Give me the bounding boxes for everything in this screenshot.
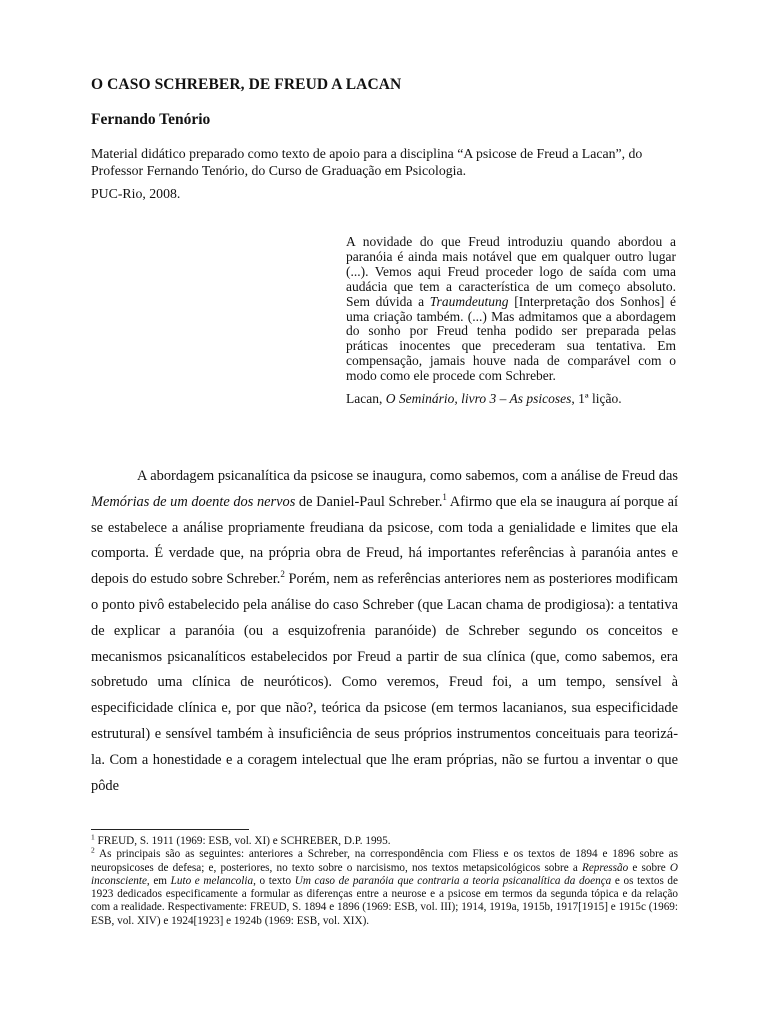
paragraph-text: Porém, nem as referências anteriores nem as posteriores modificam o ponto pivô estabelecido pela análise do caso Schreber (que Lacan chama de prodigiosa): a tentativa de explicar a paranóia (ou a esquizofrenia paranóide) de Schreber segundo os conceitos e mecanismos psicanalíticos estabelecidos por Freud a partir de sua clínica (que, como sabemos, era sobretudo uma clínica de neuróticos). Como veremos, Freud foi, a um tempo, sensível à especificidade clínica e, por que não?, teórica da psicose (em termos lacanianos, sua especificidade estrutural) e sensível também à insuficiência de seus próprios instrumentos conceituais para teorizá-la. Com a honestidade e a coragem intelectual que lhe eram próprias, não se furtou a inventar o que pôde	[91, 571, 678, 794]
body-paragraph	[91, 464, 678, 799]
footnote-ref-1[interactable]: 1	[442, 492, 447, 502]
epigraph-text-cont: [Interpretação dos Sonhos] é uma criação também. (...) Mas admitamos que a abordagem do sonho por Freud tenha podido ser preparada pelas práticas inocentes que precederam sua tentativa. Em compensação, jamais houve nada de comparável com o modo como ele procede com Schreber.	[346, 293, 676, 384]
paragraph-text: de Daniel-Paul Schreber.	[295, 493, 443, 510]
footnote-divider	[91, 829, 249, 830]
citation-work: O Seminário, livro 3 – As psicoses	[385, 391, 572, 407]
epigraph-quote	[346, 235, 676, 384]
document-meta	[91, 145, 691, 208]
paragraph-text: Afirmo que ela se inaugura aí porque aí se estabelece a análise propriamente freudiana da psicose, com toda a genialidade e limites que ela comporta. É verdade que, na própria obra de Freud, há importantes referências à paranóia antes e depois do estudo sobre Schreber.	[91, 493, 679, 588]
footnote-text: FREUD, S. 1911 (1969: ESB, vol. XI) e SCHREBER, D.P. 1995.	[94, 835, 391, 847]
footnote-text: e sobre	[628, 861, 670, 874]
footnotes	[91, 832, 678, 928]
book-title: Memórias de um doente dos nervos	[91, 493, 296, 510]
epigraph-italic-title: Traumdeutung	[429, 293, 509, 309]
footnote-text: As principais são as seguintes: anteriores a Schreber, na correspondência com Fliess e os textos de 1894 e 1896 sobre as neuropsicoses de defesa; e, posteriores, no texto sobre o narcisismo, nos textos metapsicológicos sobre a	[91, 848, 678, 874]
footnote-text: e os textos de 1923 dedicados especificamente a formular as diferenças entre a neurose e a psicose em termos da segunda tópica e da relação com a realidade. Respectivamente: FREUD, S. 1894 e 1896 (1969: ESB, vol. III); 1914, 1919a, 1915b, 1917[1915] e 1915c (1969: ESB, vol. XIV) e 1924[1923] e 1924b (1969: ESB, vol. XIX).	[91, 874, 678, 927]
course-description: Material didático preparado como texto de apoio para a disciplina “A psicose de Freud a Lacan”, do Professor Fernando Tenório, do Curso de Graduação em Psicologia.	[91, 146, 643, 178]
footnote-2	[91, 845, 678, 928]
footnote-marker: 1	[91, 832, 95, 842]
citation-lesson: , 1ª lição.	[571, 391, 622, 407]
author-name: Fernando Tenório	[91, 111, 211, 128]
footnote-marker: 2	[91, 845, 95, 855]
epigraph-text: A novidade do que Freud introduziu quando abordou a paranóia é ainda mais notável que em qualquer outro lugar (...). Vemos aqui Freud proceder logo de saída com uma audácia que tem a característica de um começo absoluto. Sem dúvida a	[346, 234, 676, 309]
citation-author: Lacan,	[346, 391, 386, 407]
institution-date: PUC-Rio, 2008.	[91, 186, 181, 201]
paragraph-text: A abordagem psicanalítica da psicose se inaugura, como sabemos, com a análise de Freud das	[137, 468, 678, 484]
work-title: Repressão	[581, 861, 629, 874]
epigraph	[346, 235, 676, 407]
footnote-text: , em	[146, 874, 171, 887]
work-title: Luto e melancolia	[170, 874, 254, 887]
footnote-text: , o texto	[253, 874, 295, 887]
work-title: O inconsciente	[91, 861, 678, 887]
footnote-1	[91, 832, 678, 848]
document-title: O CASO SCHREBER, DE FREUD A LACAN	[91, 76, 402, 93]
epigraph-citation	[346, 392, 676, 407]
footnote-ref-2[interactable]: 2	[280, 569, 285, 580]
work-title: Um caso de paranóia que contraria a teoria psicanalítica da doença	[294, 874, 612, 887]
